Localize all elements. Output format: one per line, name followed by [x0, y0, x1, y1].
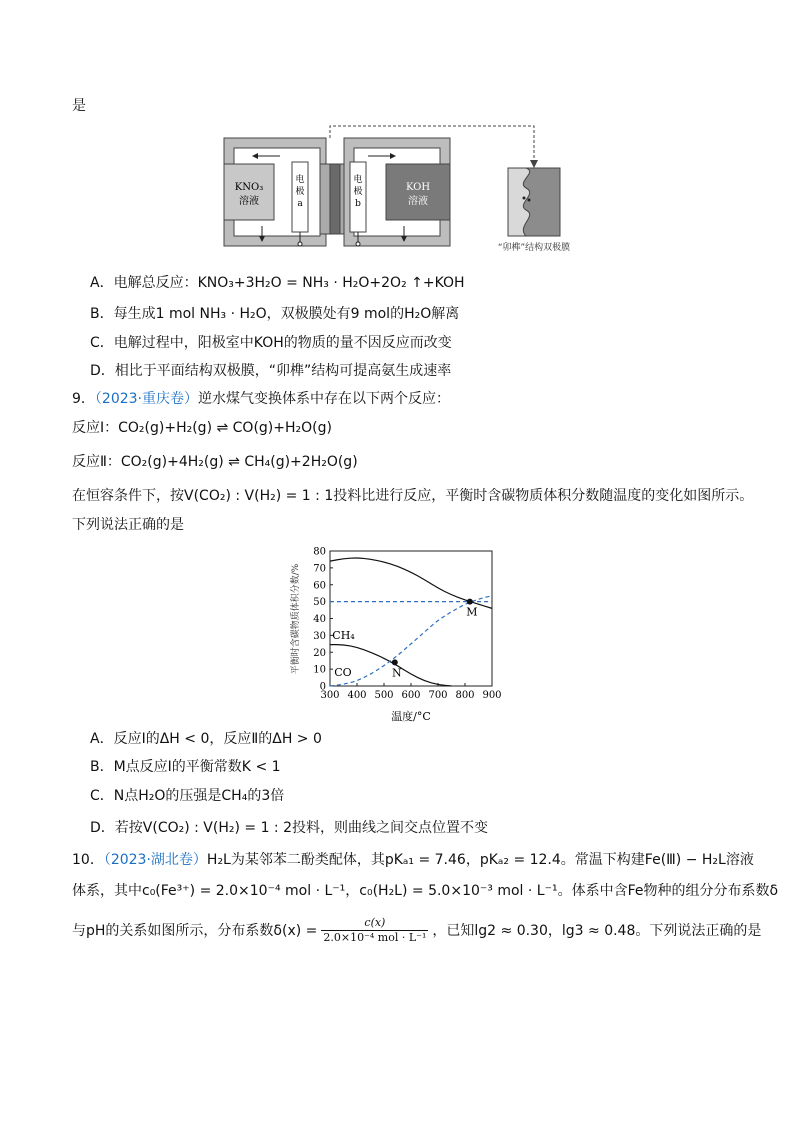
x-tick-label: 600 [401, 690, 421, 701]
point-label-N: N [391, 666, 402, 680]
question-9-header [72, 389, 450, 409]
x-tick-label: 700 [428, 690, 448, 701]
right-solution-label: KOH [405, 182, 431, 193]
fraction-numerator: c(x) [364, 916, 386, 929]
question-10-line-3 [72, 916, 761, 945]
reaction-1: 反应Ⅰ：CO₂(g)+H₂(g) ⇌ CO(g)+H₂O(g) [72, 420, 332, 436]
x-tick-label: 500 [374, 690, 394, 701]
question-stem: H₂L为某邻苯二酚类配体，其pKₐ₁ = 7.46，pKₐ₂ = 12.4。常温下构建Fe(Ⅲ) − H₂L溶液 [206, 852, 754, 868]
question-9-condition: 在恒容条件下，按V(CO₂) : V(H₂) = 1 : 1投料比进行反应，平衡时含碳物质体积分数随温度的变化如图所示。 [72, 488, 754, 504]
y-axis-label: 平衡时含碳物质体积分数/% [291, 563, 301, 675]
x-axis-label: 温度/°C [391, 710, 431, 723]
y-tick-label: 70 [313, 563, 326, 575]
option-d: D．若按V(CO₂) : V(H₂) = 1 : 2投料，则曲线之间交点位置不变 [90, 820, 489, 836]
y-tick-label: 80 [313, 546, 326, 558]
y-tick-label: 20 [313, 647, 326, 659]
question-number: 10． [72, 852, 104, 868]
option-a: A．反应Ⅰ的ΔH < 0，反应Ⅱ的ΔH > 0 [90, 731, 322, 747]
left-solution-label: 溶液 [239, 196, 259, 207]
x-tick-label: 300 [320, 690, 340, 701]
question-stem-tail: 是 [72, 98, 86, 114]
question-10-line-2: 体系，其中c₀(Fe³⁺) = 2.0×10⁻⁴ mol · L⁻¹，c₀(H₂L) = 5.0×10⁻³ mol · L⁻¹。体系中含Fe物种的组分分布系数δ [72, 883, 779, 899]
reaction-2: 反应Ⅱ：CO₂(g)+4H₂(g) ⇌ CH₄(g)+2H₂O(g) [72, 454, 358, 470]
option-d: D．相比于平面结构双极膜，“卯榫”结构可提高氨生成速率 [90, 363, 452, 379]
electrode-a-label: a [297, 199, 303, 209]
question-number: 9． [72, 391, 95, 407]
electrode-b-label: b [355, 199, 361, 209]
electrolysis-cell-diagram [220, 124, 580, 254]
question-text: 与pH的关系如图所示，分布系数δ(x) = [72, 922, 318, 939]
y-tick-label: 30 [313, 630, 326, 642]
electrode-a-label: 极 [295, 187, 305, 197]
y-tick-label: 40 [313, 614, 326, 625]
electrode-b-label: 电 [353, 175, 363, 185]
option-b: B．M点反应Ⅰ的平衡常数K < 1 [90, 759, 281, 775]
series-label: CO [334, 665, 352, 679]
option-c: C．N点H₂O的压强是CH₄的3倍 [90, 788, 285, 804]
point-M [467, 599, 473, 605]
left-solution-label: KNO₃ [234, 182, 264, 193]
x-tick-label: 400 [347, 690, 367, 701]
series-label: CH₄ [332, 628, 355, 642]
option-c: C．电解过程中，阳极室中KOH的物质的量不因反应而改变 [90, 335, 452, 351]
question-text: ，已知lg2 ≈ 0.30，lg3 ≈ 0.48。下列说法正确的是 [432, 922, 762, 939]
membrane-caption: “卯榫”结构双极膜 [497, 243, 571, 253]
bipolar-membrane-detail [508, 168, 560, 236]
x-tick-label: 800 [455, 690, 475, 701]
question-source: （2023·重庆卷） [94, 391, 199, 407]
question-9-prompt: 下列说法正确的是 [72, 517, 184, 533]
y-tick-label: 50 [313, 597, 326, 609]
x-tick-label: 900 [482, 690, 502, 701]
y-tick-label: 10 [313, 664, 326, 676]
point-label-M: M [466, 605, 478, 619]
right-solution-label: 溶液 [408, 196, 428, 207]
question-source: （2023·湖北卷） [103, 852, 207, 868]
option-a: A．电解总反应：KNO₃+3H₂O = NH₃ · H₂O+2O₂ ↑+KOH [90, 275, 465, 291]
point-N [392, 659, 398, 665]
option-b: B．每生成1 mol NH₃ · H₂O，双极膜处有9 mol的H₂O解离 [90, 306, 460, 322]
distribution-fraction [321, 916, 428, 945]
electrode-a-label: 电 [295, 175, 305, 185]
question-stem: 逆水煤气变换体系中存在以下两个反应： [198, 391, 451, 407]
y-tick-label: 60 [313, 580, 326, 592]
carbon-species-chart [282, 543, 522, 728]
y-tick-label: 0 [319, 681, 326, 693]
electrode-b-label: 极 [353, 187, 363, 197]
fraction-denominator: 2.0×10⁻⁴ mol · L⁻¹ [323, 931, 427, 944]
question-10-line-1 [72, 850, 754, 870]
